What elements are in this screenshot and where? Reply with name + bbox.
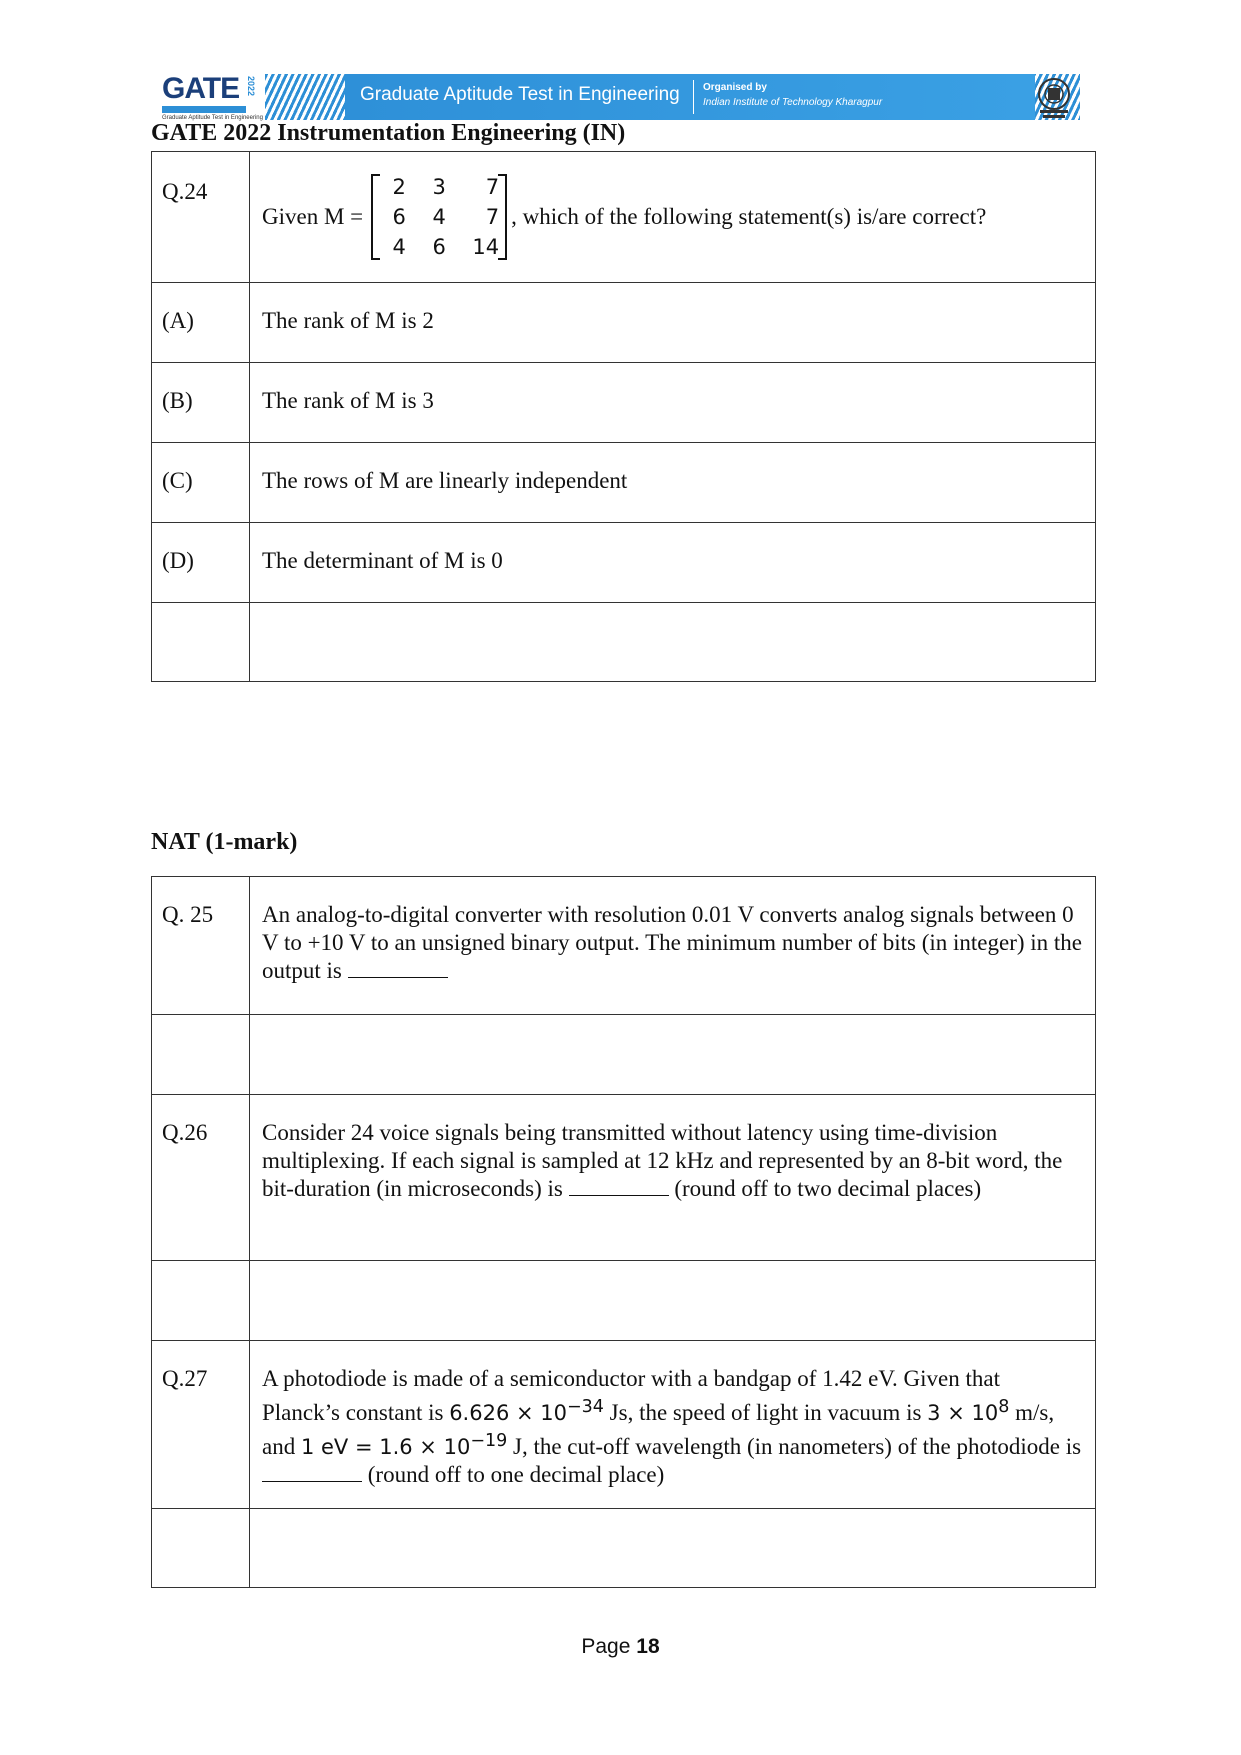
- answer-row: [152, 1509, 1096, 1588]
- option-label: (B): [152, 363, 250, 443]
- question-number: Q.26: [152, 1095, 250, 1261]
- answer-blank: [569, 1175, 669, 1196]
- question-24-row: [152, 152, 1096, 283]
- matrix-cell: 2: [392, 175, 406, 199]
- page-number: 18: [636, 1635, 660, 1658]
- document-title: GATE 2022 Instrumentation Engineering (IN): [151, 120, 626, 146]
- question-26-rounding: (round off to two decimal places): [674, 1176, 982, 1201]
- matrix-cell: 4: [392, 235, 406, 259]
- option-row-c: [152, 443, 1096, 523]
- question-number: Q. 25: [152, 877, 250, 1015]
- q27-text-3: m/s, and: [262, 1400, 1055, 1459]
- planck-exponent: −34: [566, 1397, 604, 1417]
- question-27-row: [152, 1341, 1096, 1509]
- answer-row: [152, 1261, 1096, 1341]
- question-24-text: [250, 152, 1096, 283]
- q27-text-4: J, the cut-off wavelength (in nanometers) of the photodiode is: [513, 1434, 1082, 1459]
- q27-text-2: Js, the speed of light in vacuum is: [609, 1400, 922, 1425]
- logo-strip: [162, 106, 246, 113]
- answer-row: [152, 1015, 1096, 1095]
- speed-of-light: [927, 1397, 1010, 1425]
- answer-blank: [348, 957, 448, 978]
- matrix-cell: 7: [485, 175, 500, 199]
- section-title: NAT (1-mark): [151, 829, 298, 855]
- question-number: Q.24: [152, 152, 250, 283]
- empty-cell: [250, 1261, 1096, 1341]
- planck-mantissa: 6.626 × 10: [449, 1401, 567, 1425]
- empty-cell: [152, 603, 250, 682]
- ev-mantissa: 1 eV = 1.6 × 10: [300, 1435, 471, 1459]
- light-exponent: 8: [998, 1397, 1010, 1417]
- empty-cell: [152, 1509, 250, 1588]
- light-mantissa: 3 × 10: [927, 1401, 999, 1425]
- empty-cell: [152, 1015, 250, 1095]
- option-row-b: [152, 363, 1096, 443]
- ev-conversion: [300, 1431, 508, 1459]
- question-26-row: [152, 1095, 1096, 1261]
- given-prefix: Given M =: [262, 204, 364, 229]
- page-label: Page: [581, 1635, 631, 1658]
- matrix-cell: 14: [472, 235, 500, 259]
- question-24-table: [151, 151, 1096, 682]
- logo-year: 2022: [246, 76, 256, 97]
- given-suffix: , which of the following statement(s) is/are correct?: [511, 204, 987, 229]
- planck-constant: [449, 1397, 604, 1425]
- banner-divider: [693, 80, 694, 114]
- option-row-a: [152, 283, 1096, 363]
- question-number: Q.27: [152, 1341, 250, 1509]
- matrix-cell: 4: [432, 205, 446, 229]
- question-27-text: [250, 1341, 1096, 1509]
- nat-questions-table: [151, 876, 1096, 1588]
- q27-text-1: A photodiode is made of a semiconductor with a bandgap of 1.42 eV. Given that Planck’s constant is: [262, 1366, 1000, 1425]
- organised-label: Organised by: [703, 82, 767, 93]
- q27-text-5: (round off to one decimal place): [367, 1462, 665, 1487]
- matrix-m: [371, 172, 507, 262]
- option-row-d: [152, 523, 1096, 603]
- answer-row: [152, 603, 1096, 682]
- option-label: (D): [152, 523, 250, 603]
- organiser-name: Indian Institute of Technology Kharagpur: [703, 97, 883, 108]
- logo-text: GATE: [162, 72, 240, 105]
- ev-exponent: −19: [470, 1431, 508, 1451]
- option-text: The rank of M is 2: [250, 283, 1096, 363]
- question-26-stem: Consider 24 voice signals being transmitted without latency using time-division multiplexing. If each signal is sampled at 12 kHz and represented by an 8-bit word, the bit-duration (in microseconds) is: [262, 1120, 1063, 1201]
- banner-title: Graduate Aptitude Test in Engineering: [360, 84, 680, 105]
- empty-cell: [250, 603, 1096, 682]
- page-footer: [0, 1635, 1241, 1659]
- question-24-stem: [262, 172, 1083, 262]
- question-25-text: [250, 877, 1096, 1015]
- question-26-text: [250, 1095, 1096, 1261]
- question-25-stem: An analog-to-digital converter with resolution 0.01 V converts analog signals between 0 V to +10 V to an unsigned binary output. The minimum number of bits (in integer) in the output is: [262, 902, 1083, 983]
- matrix-cell: 6: [432, 235, 446, 259]
- option-label: (C): [152, 443, 250, 523]
- logo-tagline: Graduate Aptitude Test in Engineering: [162, 115, 263, 121]
- question-25-row: [152, 877, 1096, 1015]
- empty-cell: [250, 1015, 1096, 1095]
- option-label: (A): [152, 283, 250, 363]
- matrix-cell: 3: [432, 175, 446, 199]
- gate-logo: [160, 72, 263, 124]
- empty-cell: [250, 1509, 1096, 1588]
- iit-kharagpur-emblem-icon: [1034, 76, 1074, 120]
- header-banner: [160, 70, 1080, 124]
- option-text: The determinant of M is 0: [250, 523, 1096, 603]
- answer-blank: [262, 1461, 362, 1482]
- empty-cell: [152, 1261, 250, 1341]
- matrix-cell: 6: [392, 205, 406, 229]
- option-text: The rows of M are linearly independent: [250, 443, 1096, 523]
- matrix-cell: 7: [485, 205, 500, 229]
- option-text: The rank of M is 3: [250, 363, 1096, 443]
